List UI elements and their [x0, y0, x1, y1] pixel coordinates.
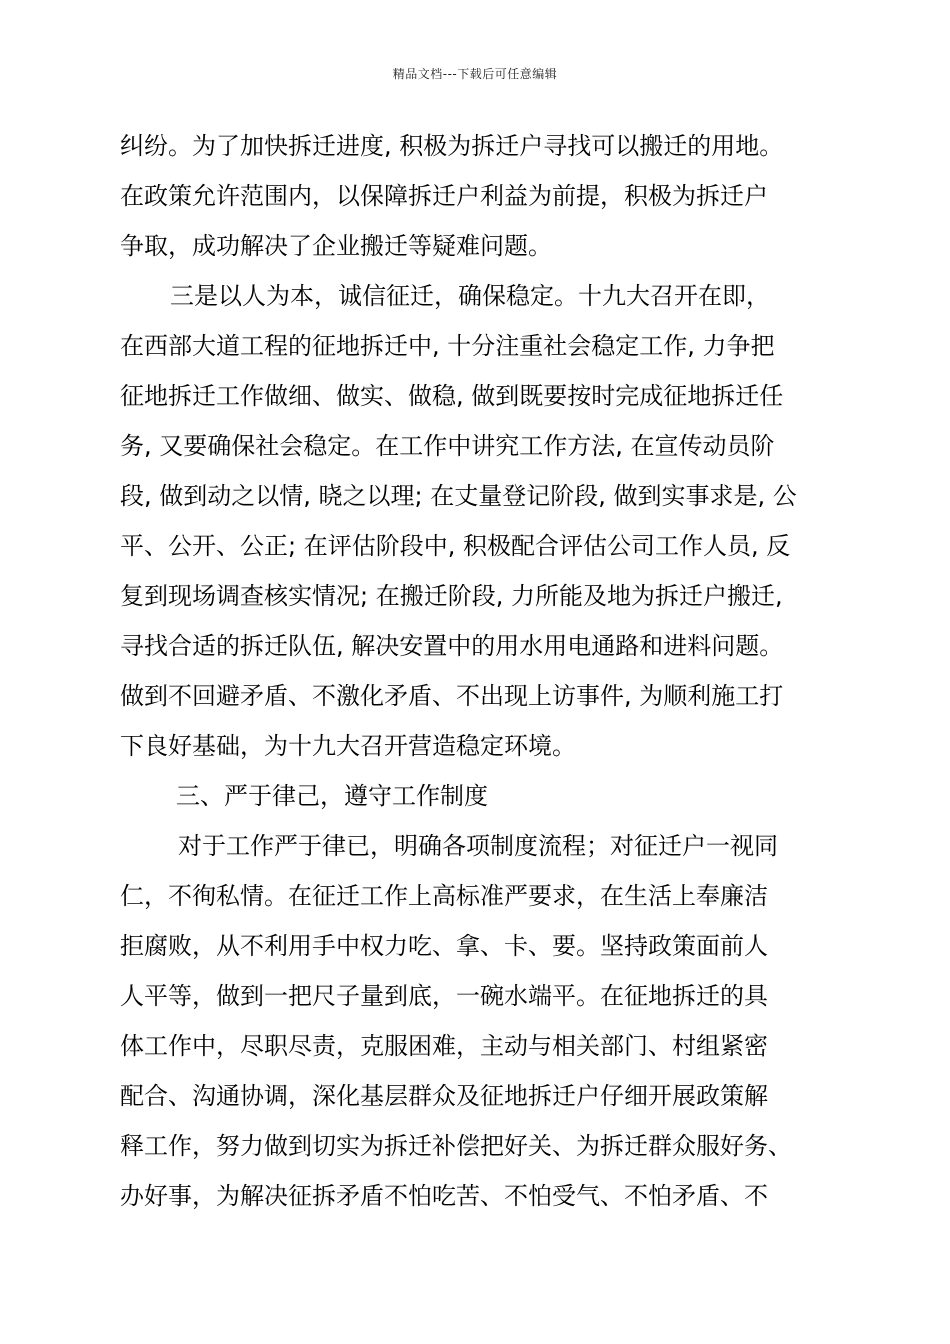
text-line: 争取，成功解决了企业搬迁等疑难问题。 — [120, 232, 552, 260]
text-line: 复到现场调查核实情况; 在搬迁阶段, 力所能及地为拆迁户搬迁, — [120, 582, 783, 610]
text-line: 体工作中，尽职尽责，克服困难，主动与相关部门、村组紧密 — [120, 1032, 768, 1060]
text-line: 务, 又要确保社会稳定。在工作中讲究工作方法, 在宣传动员阶 — [120, 432, 775, 460]
text-line: 仁，不徇私情。在征迁工作上高标准严要求，在生活上奉廉洁 — [120, 882, 768, 910]
text-line: 平、公开、公正; 在评估阶段中, 积极配合评估公司工作人员, 反 — [120, 532, 791, 560]
text-line: 纠纷。为了加快拆迁进度, 积极为拆迁户寻找可以搬迁的用地。 — [120, 132, 784, 160]
text-line: 释工作，努力做到切实为拆迁补偿把好关、为拆迁群众服好务、 — [120, 1132, 792, 1160]
page-header: 精品文档---下载后可任意编辑 — [392, 67, 558, 81]
text-line: 配合、沟通协调，深化基层群众及征地拆迁户仔细开展政策解 — [120, 1082, 768, 1110]
text-line: 人平等，做到一把尺子量到底，一碗水端平。在征地拆迁的具 — [120, 982, 768, 1010]
text-line: 办好事，为解决征拆矛盾不怕吃苦、不怕受气、不怕矛盾、不 — [120, 1182, 768, 1210]
text-line: 在政策允许范围内，以保障拆迁户利益为前提，积极为拆迁户 — [120, 182, 768, 210]
text-line: 拒腐败，从不利用手中权力吃、拿、卡、要。坚持政策面前人 — [120, 932, 768, 960]
text-line: 寻找合适的拆迁队伍, 解决安置中的用水用电通路和进料问题。 — [120, 632, 784, 660]
text-line: 做到不回避矛盾、不激化矛盾、不出现上访事件, 为顺利施工打 — [120, 682, 784, 710]
text-line: 段, 做到动之以情, 晓之以理; 在丈量登记阶段, 做到实事求是, 公 — [120, 482, 797, 510]
paragraph-start-line: 三是以人为本，诚信征迁，确保稳定。十九大召开在即， — [170, 282, 770, 310]
text-line: 征地拆迁工作做细、做实、做稳, 做到既要按时完成征地拆迁任 — [120, 382, 784, 410]
text-line: 在西部大道工程的征地拆迁中, 十分注重社会稳定工作, 力争把 — [120, 332, 775, 360]
document-body — [120, 130, 832, 1230]
paragraph-start-line: 对于工作严于律已，明确各项制度流程；对征迁户一视同 — [178, 832, 778, 860]
section-heading: 三、严于律己，遵守工作制度 — [176, 782, 488, 810]
text-line: 下良好基础，为十九大召开营造稳定环境。 — [120, 732, 576, 760]
